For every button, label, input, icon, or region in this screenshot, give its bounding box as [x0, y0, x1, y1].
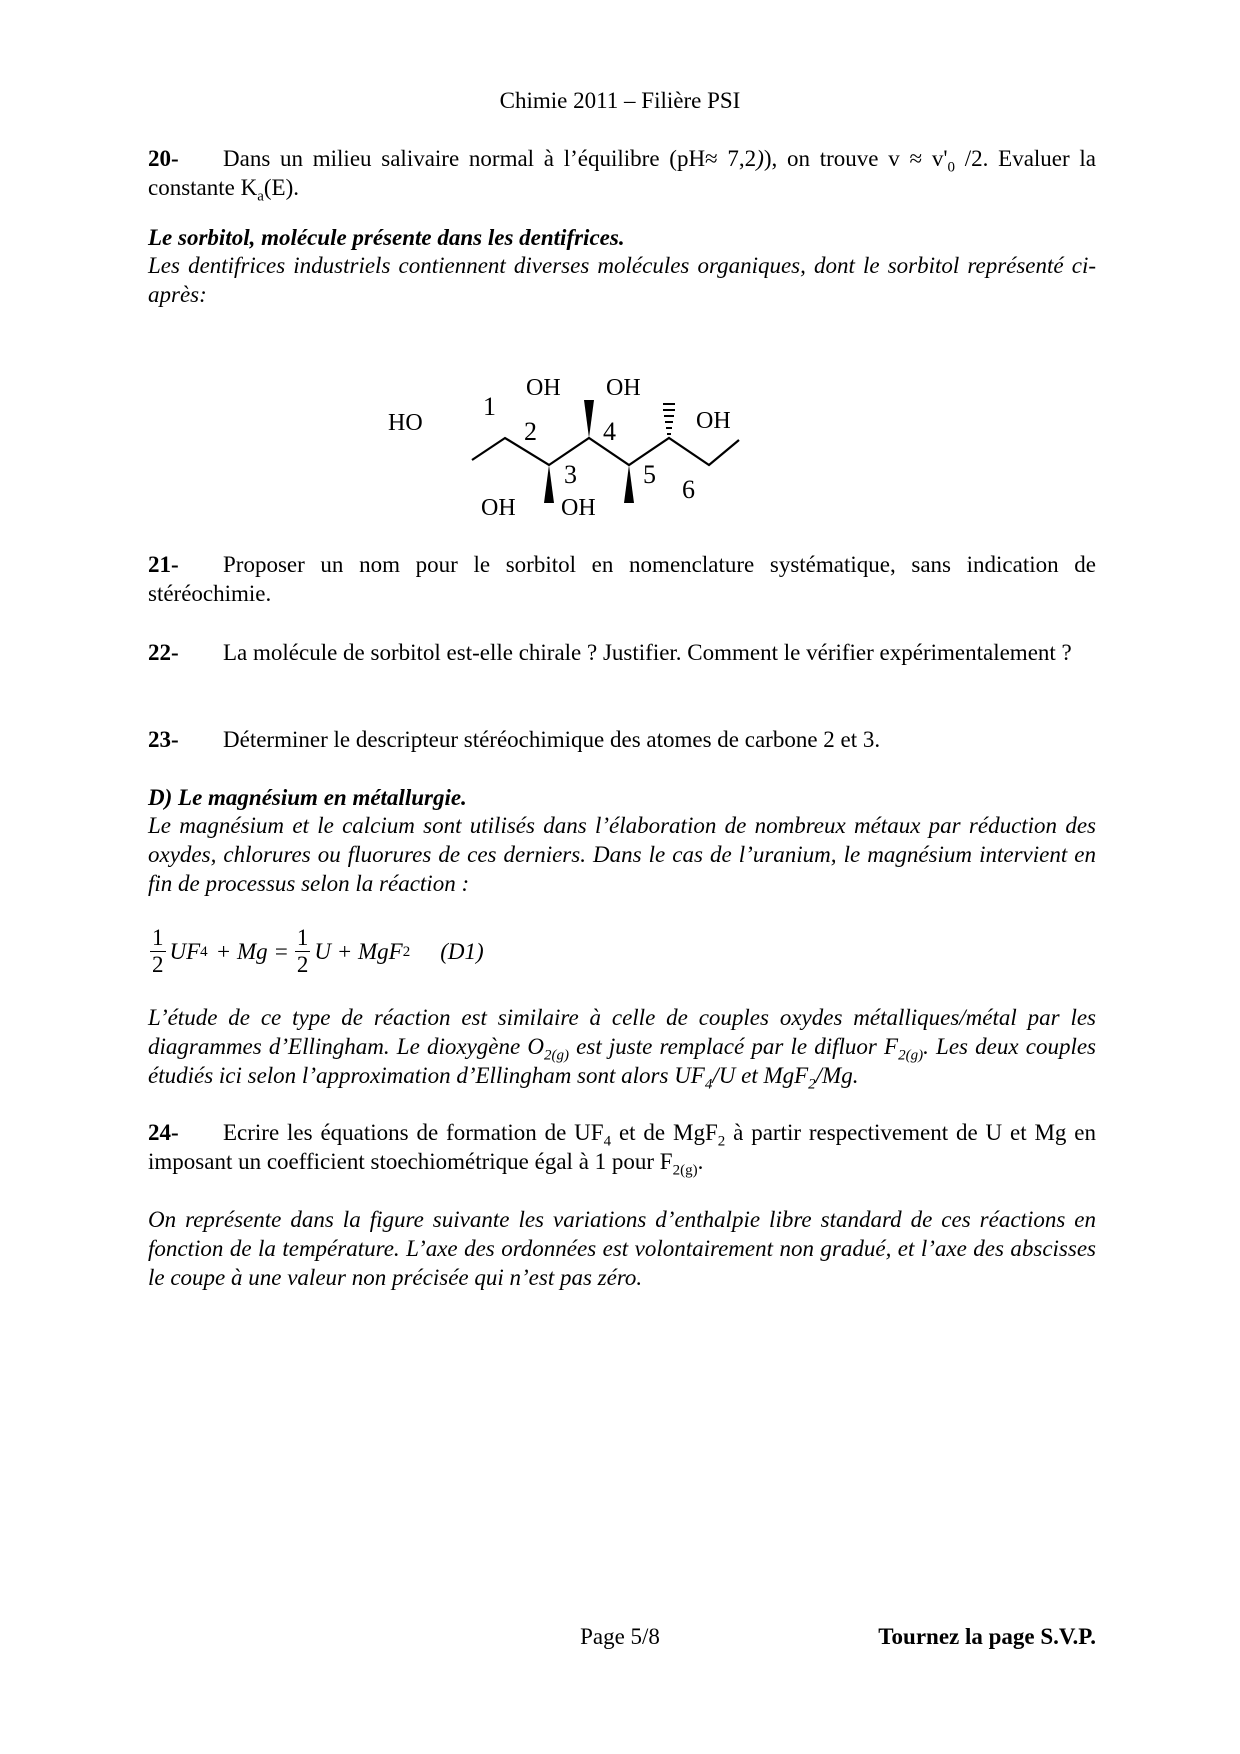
wedge-bond-c3	[584, 400, 594, 438]
question-22: 22- La molécule de sorbitol est-elle chirale ? Justifier. Comment le vérifier expérimentalement ?	[148, 640, 1072, 665]
oh-label-c2: OH	[481, 495, 516, 521]
question-24: 24- Ecrire les équations de formation de $UF_4$ et de MgF$_2$ à partir respectivement de U et Mg en imposant un coefficient stoechiométrique égal à 1 pour $F_{2(g)}$.	[148, 1120, 1096, 1179]
wedge-bond-c4	[624, 465, 634, 503]
question-number: 20-	[148, 146, 179, 171]
sorbitol-intro: Les dentifrices industriels contiennent diverses molécules organiques, dont le sorbitol représenté ci-après:	[148, 253, 1096, 307]
carbon-number-1: 1	[483, 392, 496, 421]
reaction-equation-d1: 1 2 UF 4 + Mg = $\frac{1}{2}$ U + MgF 2 (D1)	[152, 925, 484, 977]
question-21: 21- Proposer un nom pour le sorbitol en nomenclature systématique, sans indication de stéréochimie.	[148, 552, 1096, 606]
fraction-one-half-2: $\frac{1}{2}$	[296, 925, 309, 977]
equation-label: (D1)	[440, 938, 484, 964]
ho-label: HO	[388, 410, 423, 436]
figure-intro-paragraph: On représente dans la figure suivante les variations d’enthalpie libre standard de ces réactions en fonction de la température. L’axe des ordonnées est volontairement non gradué, et l’axe des abscisses le coupe à une valeur non précisée qui n’est pas zéro.	[148, 1207, 1096, 1290]
page-number: Page 5/8	[580, 1624, 660, 1649]
oh-label-c5: OH	[606, 375, 641, 401]
page-header: Chimie 2011 – Filière PSI	[499, 88, 741, 113]
carbon-number-3: 3	[564, 460, 577, 489]
oh-label-c3: OH	[526, 375, 561, 401]
carbon-number-2: 2	[524, 417, 537, 446]
wedge-bond-c2	[544, 465, 554, 503]
sorbitol-structure	[388, 370, 790, 530]
question-20: 20- Dans un milieu salivaire normal à l’équilibre (pH≈ 7,2)), on trouve $v \approx v'_0$ /2. Evaluer la constante $K_a(E)$.	[148, 146, 1096, 205]
carbon-number-4: 4	[603, 417, 616, 446]
carbon-number-6: 6	[682, 475, 695, 504]
question-23: 23- Déterminer le descripteur stéréochimique des atomes de carbone 2 et 3.	[148, 727, 881, 752]
turn-page-note: Tournez la page S.V.P.	[878, 1624, 1096, 1649]
hashed-bond-c5	[663, 404, 675, 434]
section-title-sorbitol: Le sorbitol, molécule présente dans les dentifrices.	[148, 225, 625, 250]
question-number: 23-	[148, 727, 179, 752]
ellingham-paragraph: L’étude de ce type de réaction est similaire à celle de couples oxydes métalliques/métal par les diagrammes d’Ellingham. Le dioxygène $O_{2(g)}$ est juste remplacé par le difluor $F_{2(g)}$. Les deux couples étudiés ici selon l’approximation d’Ellingham sont alors $UF_4/U$ et MgF$_2$/Mg.	[148, 1005, 1096, 1093]
section-title-magnesium: D) Le magnésium en métallurgie.	[148, 785, 467, 810]
question-number: 21-	[148, 552, 179, 577]
question-number: 24-	[148, 1120, 179, 1145]
carbon-number-5: 5	[643, 460, 656, 489]
oh-label-c4: OH	[561, 495, 596, 521]
fraction-one-half: 1 2	[152, 925, 164, 977]
question-number: 22-	[148, 640, 179, 665]
magnesium-intro: Le magnésium et le calcium sont utilisés dans l’élaboration de nombreux métaux par réduction des oxydes, chlorures ou fluorures de ces derniers. Dans le cas de l’uranium, le magnésium intervient en fin de processus selon la réaction :	[148, 813, 1096, 896]
oh-label-c6: OH	[696, 408, 731, 434]
